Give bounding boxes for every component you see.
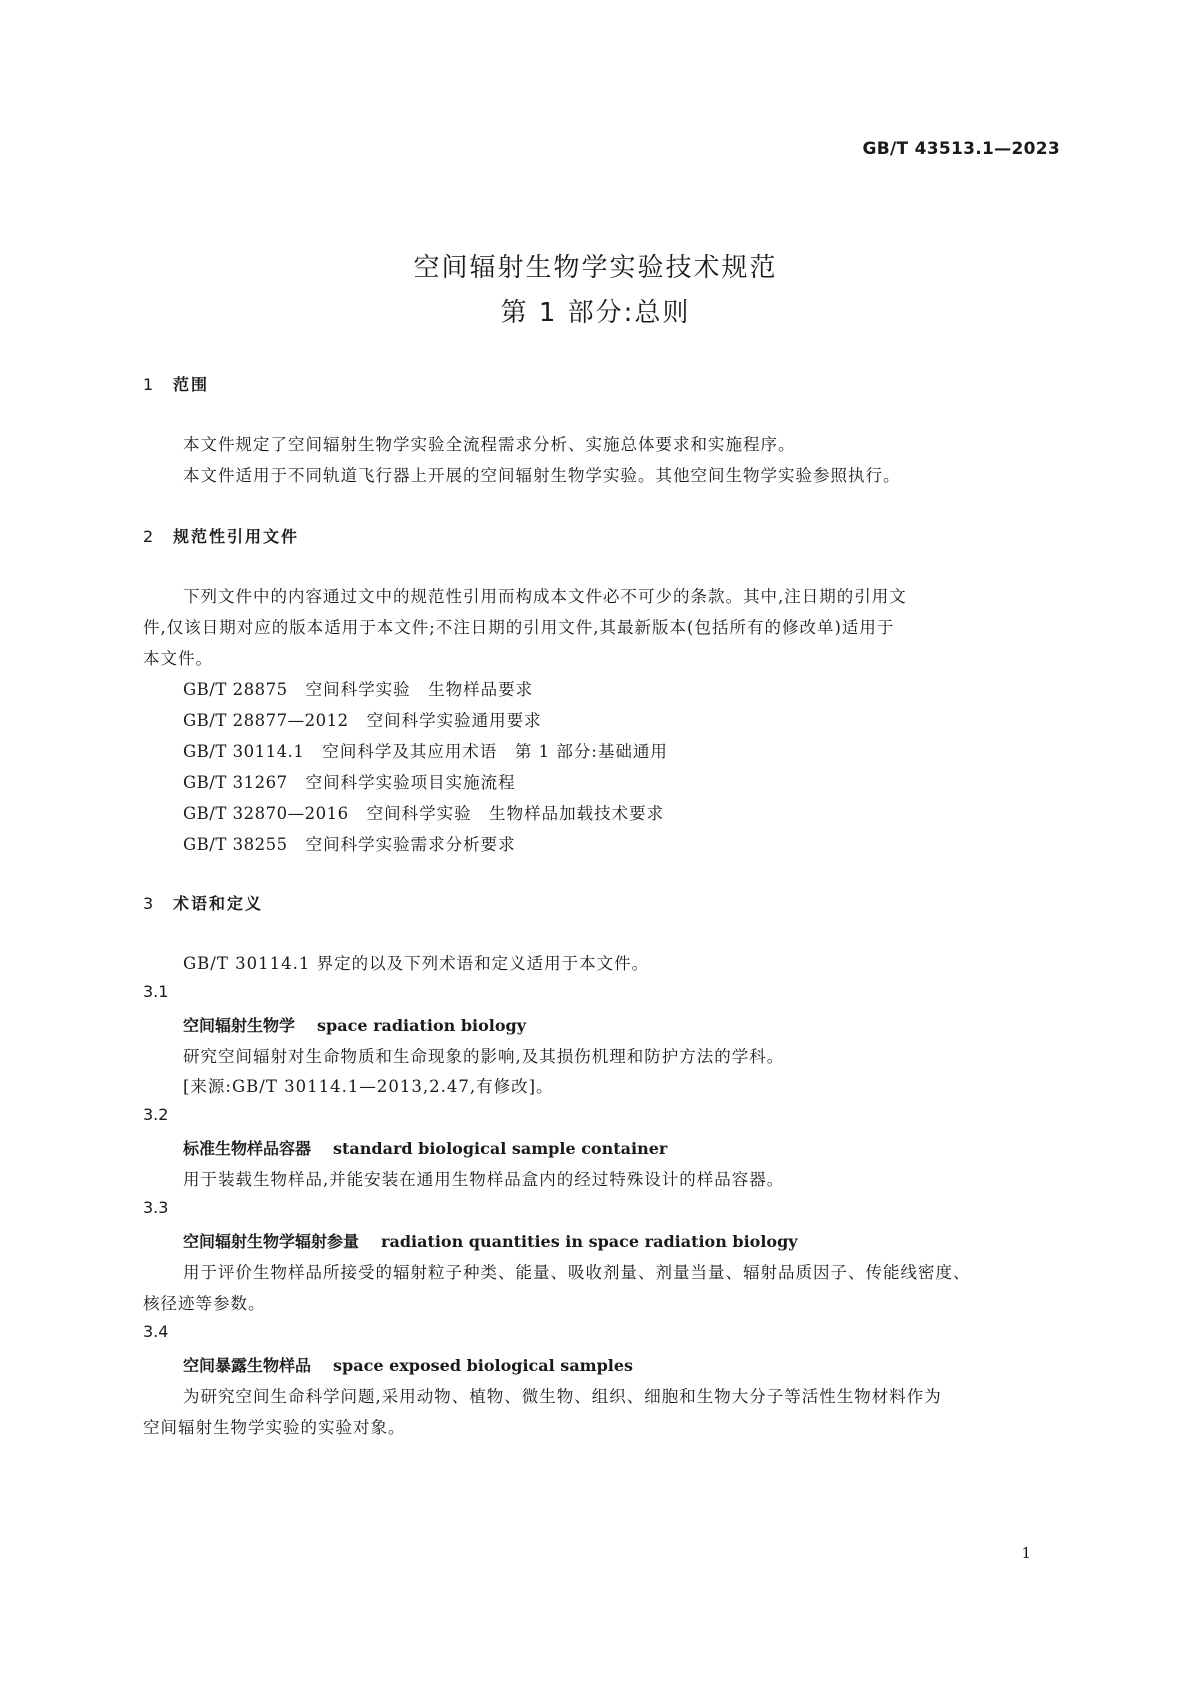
term-entry <box>183 1136 667 1159</box>
term-number: 3.2 <box>143 1105 169 1124</box>
term-english: space radiation biology <box>317 1016 527 1035</box>
term-definition-line-2: 核径迹等参数。 <box>143 1294 266 1313</box>
scope-paragraph-2: 本文件适用于不同轨道飞行器上开展的空间辐射生物学实验。其他空间生物学实验参照执行。 <box>183 466 901 485</box>
reference-code: GB/T 30114.1 <box>183 742 305 761</box>
term-english: standard biological sample container <box>333 1139 668 1158</box>
term-chinese: 空间暴露生物样品 <box>183 1356 312 1375</box>
reference-title: 空间科学实验 生物样品加载技术要求 <box>366 804 665 823</box>
reference-item <box>183 738 668 762</box>
reference-title: 空间科学实验项目实施流程 <box>305 773 516 792</box>
term-definition-line-1: 为研究空间生命科学问题,采用动物、植物、微生物、组织、细胞和生物大分子等活性生物材料作为 <box>183 1387 942 1406</box>
scope-paragraph-1: 本文件规定了空间辐射生物学实验全流程需求分析、实施总体要求和实施程序。 <box>183 435 796 454</box>
reference-title: 空间科学实验通用要求 <box>366 711 542 730</box>
references-intro-line-3: 本文件。 <box>143 649 213 668</box>
term-number: 3.4 <box>143 1322 169 1341</box>
reference-code: GB/T 38255 <box>183 835 288 854</box>
references-intro-line-2: 件,仅该日期对应的版本适用于本文件;不注日期的引用文件,其最新版本(包括所有的修改单)适用于 <box>143 618 895 637</box>
reference-title: 空间科学及其应用术语 第 1 部分:基础通用 <box>322 742 668 761</box>
reference-item <box>183 800 664 824</box>
section-title: 术语和定义 <box>173 894 264 913</box>
references-intro-line-1: 下列文件中的内容通过文中的规范性引用而构成本文件必不可少的条款。其中,注日期的引用文 <box>183 587 907 606</box>
section-number: 2 <box>143 527 154 546</box>
term-english: space exposed biological samples <box>333 1356 634 1375</box>
reference-code: GB/T 32870—2016 <box>183 804 349 823</box>
reference-code: GB/T 28877—2012 <box>183 711 349 730</box>
term-entry <box>183 1013 526 1036</box>
section-1-heading <box>143 372 209 395</box>
term-number: 3.1 <box>143 982 169 1001</box>
section-title: 规范性引用文件 <box>173 527 300 546</box>
section-title: 范围 <box>173 375 210 394</box>
page-number: 1 <box>1021 1544 1031 1562</box>
term-definition-line-2: 空间辐射生物学实验的实验对象。 <box>143 1418 406 1437</box>
term-definition: 用于装载生物样品,并能安装在通用生物样品盒内的经过特殊设计的样品容器。 <box>183 1170 785 1189</box>
reference-code: GB/T 28875 <box>183 680 288 699</box>
term-entry <box>183 1353 633 1376</box>
term-number: 3.3 <box>143 1198 169 1217</box>
reference-code: GB/T 31267 <box>183 773 288 792</box>
term-chinese: 空间辐射生物学 <box>183 1016 296 1035</box>
term-chinese: 标准生物样品容器 <box>183 1139 312 1158</box>
document-code: GB/T 43513.1—2023 <box>862 139 1060 159</box>
term-entry <box>183 1229 798 1252</box>
term-english: radiation quantities in space radiation biology <box>381 1232 798 1251</box>
reference-item <box>183 769 516 793</box>
reference-title: 空间科学实验 生物样品要求 <box>305 680 534 699</box>
section-3-heading <box>143 891 263 914</box>
reference-item <box>183 676 533 700</box>
section-2-heading <box>143 524 299 547</box>
term-chinese: 空间辐射生物学辐射参量 <box>183 1232 360 1251</box>
document-title: 空间辐射生物学实验技术规范 <box>413 253 778 283</box>
section-number: 1 <box>143 375 154 394</box>
term-definition-line-1: 用于评价生物样品所接受的辐射粒子种类、能量、吸收剂量、剂量当量、辐射品质因子、传能线密度、 <box>183 1263 971 1282</box>
reference-item <box>183 831 516 855</box>
reference-item <box>183 707 542 731</box>
section-number: 3 <box>143 894 154 913</box>
terms-intro: GB/T 30114.1 界定的以及下列术语和定义适用于本文件。 <box>183 954 650 973</box>
term-source: [来源:GB/T 30114.1—2013,2.47,有修改]。 <box>183 1077 554 1096</box>
term-definition: 研究空间辐射对生命物质和生命现象的影响,及其损伤机理和防护方法的学科。 <box>183 1047 785 1066</box>
reference-title: 空间科学实验需求分析要求 <box>305 835 516 854</box>
document-subtitle: 第 1 部分:总则 <box>500 298 691 328</box>
